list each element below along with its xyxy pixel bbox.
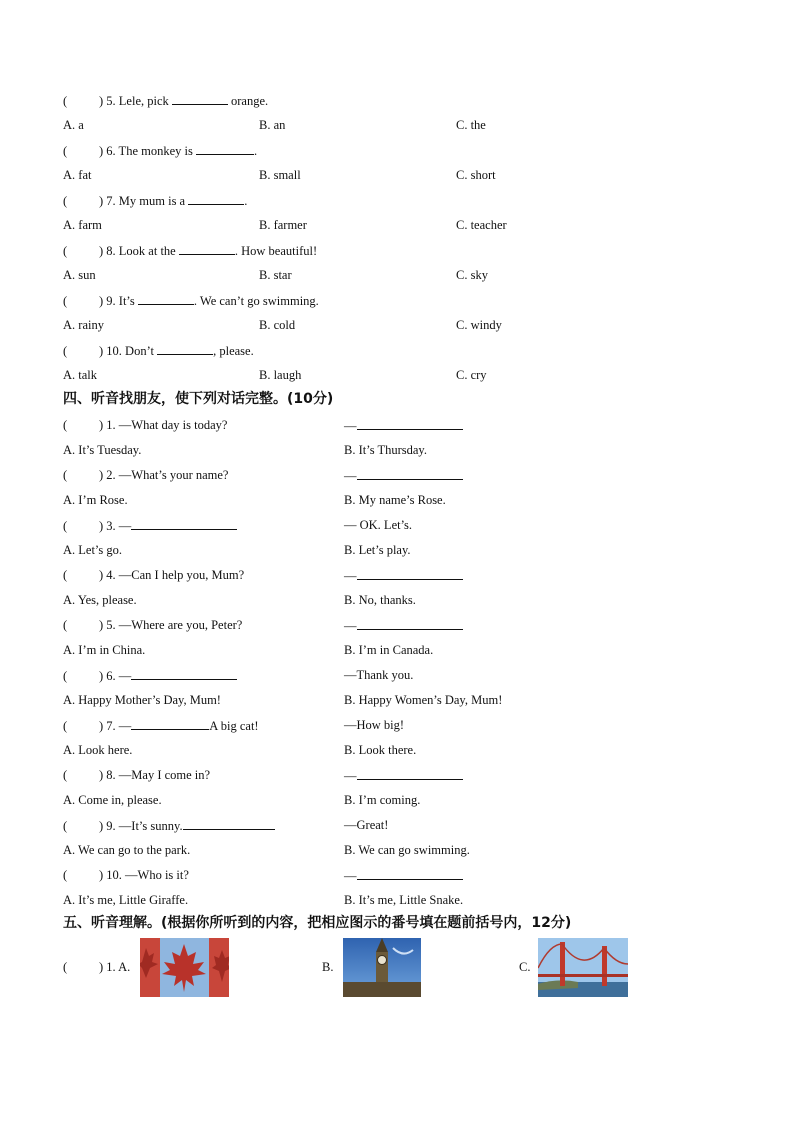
option-a: A. rainy bbox=[63, 318, 104, 332]
question-text: . bbox=[253, 144, 258, 158]
options-row bbox=[63, 366, 763, 384]
response bbox=[344, 616, 463, 635]
option-a: A. sun bbox=[63, 268, 96, 282]
options-row bbox=[63, 691, 763, 709]
response bbox=[344, 716, 404, 734]
response bbox=[344, 516, 412, 534]
options-row bbox=[63, 541, 763, 559]
option-b: B. Look there. bbox=[344, 743, 417, 757]
response-text: — bbox=[344, 569, 357, 583]
option-c: C. cry bbox=[456, 368, 487, 382]
response-text: — bbox=[344, 769, 357, 783]
options-row bbox=[63, 216, 763, 234]
response-blank[interactable] bbox=[357, 466, 463, 480]
question-text: . bbox=[244, 194, 248, 208]
answer-paren[interactable]: ( bbox=[63, 819, 68, 833]
answer-blank[interactable] bbox=[157, 341, 213, 355]
response-text: — bbox=[344, 469, 357, 483]
answer-paren[interactable]: ( bbox=[63, 768, 68, 782]
option-b: B. We can go swimming. bbox=[344, 843, 470, 857]
dialogue-line: ) 2. —What’s your name? bbox=[99, 468, 229, 482]
option-c: C. windy bbox=[456, 318, 502, 332]
dialogue-row bbox=[63, 866, 763, 884]
response-text: —Great! bbox=[344, 818, 389, 832]
dialogue-line: ) 10. —Who is it? bbox=[99, 868, 189, 882]
question-text: ) 6. The monkey is bbox=[99, 144, 196, 158]
dialogue-line: ) 1. —What day is today? bbox=[99, 418, 228, 432]
answer-paren[interactable]: ( bbox=[63, 568, 68, 582]
option-a: A. I’m Rose. bbox=[63, 493, 128, 507]
options-row bbox=[63, 116, 763, 134]
options-row bbox=[63, 491, 763, 509]
question-row bbox=[63, 341, 254, 359]
response-blank[interactable] bbox=[357, 616, 463, 630]
option-a: A. We can go to the park. bbox=[63, 843, 191, 857]
answer-paren[interactable]: ( bbox=[63, 418, 68, 432]
dialogue-line: ) 4. —Can I help you, Mum? bbox=[99, 568, 245, 582]
question-text: ) 10. Don’t bbox=[99, 344, 158, 358]
dialogue-row bbox=[63, 416, 763, 434]
options-row bbox=[63, 316, 763, 334]
question-text: . We can’t go swimming. bbox=[193, 294, 319, 308]
dialogue-row bbox=[63, 566, 763, 584]
option-a: A. talk bbox=[63, 368, 98, 382]
response bbox=[344, 466, 463, 485]
answer-blank[interactable] bbox=[138, 291, 194, 305]
option-c-label: C. bbox=[519, 960, 531, 974]
option-a: A. fat bbox=[63, 168, 92, 182]
dialogue-blank[interactable] bbox=[131, 666, 237, 680]
option-c: C. the bbox=[456, 118, 486, 132]
answer-paren[interactable]: ( bbox=[63, 344, 68, 358]
dialogue-row bbox=[63, 516, 763, 534]
dialogue-row bbox=[63, 716, 763, 734]
question-text: ) 5. Lele, pick bbox=[99, 94, 172, 108]
big-ben-image[interactable] bbox=[343, 938, 421, 997]
question-text: ) 1. A. bbox=[99, 960, 131, 974]
answer-paren[interactable]: ( bbox=[63, 519, 68, 533]
response bbox=[344, 416, 463, 435]
option-a: A. Let’s go. bbox=[63, 543, 123, 557]
option-b: B. cold bbox=[259, 318, 296, 332]
response-blank[interactable] bbox=[357, 766, 463, 780]
question-row bbox=[63, 241, 317, 259]
maple-leaves-image[interactable] bbox=[140, 938, 229, 997]
response-text: —Thank you. bbox=[344, 668, 414, 682]
option-b: B. My name’s Rose. bbox=[344, 493, 446, 507]
question-text: ) 9. It’s bbox=[99, 294, 138, 308]
question-text: ) 7. My mum is a bbox=[99, 194, 189, 208]
dialogue-line: ) 5. —Where are you, Peter? bbox=[99, 618, 243, 632]
response-blank[interactable] bbox=[357, 416, 463, 430]
response-text: — OK. Let’s. bbox=[344, 518, 413, 532]
options-row bbox=[63, 791, 763, 809]
dialogue-blank[interactable] bbox=[183, 816, 275, 830]
question-row bbox=[63, 91, 268, 109]
answer-blank[interactable] bbox=[172, 91, 228, 105]
options-row bbox=[63, 891, 763, 909]
answer-blank[interactable] bbox=[188, 191, 244, 205]
response-text: —How big! bbox=[344, 718, 405, 732]
dialogue-line: ) 9. —It’s sunny. bbox=[99, 819, 183, 833]
option-b: B. No, thanks. bbox=[344, 593, 416, 607]
options-row bbox=[63, 591, 763, 609]
option-a: A. Come in, please. bbox=[63, 793, 162, 807]
answer-blank[interactable] bbox=[196, 141, 254, 155]
response bbox=[344, 766, 463, 785]
options-row bbox=[63, 841, 763, 859]
answer-paren[interactable]: ( bbox=[63, 618, 68, 632]
question-text: ) 8. Look at the bbox=[99, 244, 179, 258]
dialogue-blank[interactable] bbox=[131, 516, 237, 530]
answer-paren[interactable]: ( bbox=[63, 719, 68, 733]
option-c: C. short bbox=[456, 168, 496, 182]
answer-paren[interactable]: ( bbox=[63, 94, 68, 108]
response bbox=[344, 566, 463, 585]
option-a: A. Happy Mother’s Day, Mum! bbox=[63, 693, 221, 707]
answer-paren[interactable]: ( bbox=[63, 194, 68, 208]
answer-paren[interactable]: ( bbox=[63, 669, 68, 683]
options-row bbox=[63, 166, 763, 184]
option-b: B. laugh bbox=[259, 368, 302, 382]
section-heading: 四、听音找朋友，使下列对话完整。(10分) bbox=[63, 391, 334, 407]
option-b: B. an bbox=[259, 118, 286, 132]
question-text: . How beautiful! bbox=[234, 244, 318, 258]
answer-paren[interactable]: ( bbox=[63, 144, 68, 158]
answer-paren[interactable]: ( bbox=[63, 294, 68, 308]
dialogue-line: A big cat! bbox=[209, 719, 259, 733]
question-row bbox=[63, 291, 319, 309]
dialogue-row bbox=[63, 766, 763, 784]
dialogue-blank[interactable] bbox=[131, 716, 209, 730]
answer-paren[interactable]: ( bbox=[63, 468, 68, 482]
option-b: B. It’s Thursday. bbox=[344, 443, 427, 457]
answer-paren[interactable]: ( bbox=[63, 960, 68, 974]
option-a: A. It’s me, Little Giraffe. bbox=[63, 893, 189, 907]
option-b-label: B. bbox=[322, 960, 334, 974]
answer-paren[interactable]: ( bbox=[63, 244, 68, 258]
response-text: — bbox=[344, 869, 357, 883]
dialogue-row bbox=[63, 816, 763, 834]
option-a: A. It’s Tuesday. bbox=[63, 443, 142, 457]
golden-gate-bridge-image[interactable] bbox=[538, 938, 628, 997]
options-row bbox=[63, 266, 763, 284]
dialogue-line: ) 3. — bbox=[99, 519, 132, 533]
question-row bbox=[63, 191, 247, 209]
option-b: B. Let’s play. bbox=[344, 543, 411, 557]
option-c: C. sky bbox=[456, 268, 488, 282]
response-blank[interactable] bbox=[357, 866, 463, 880]
options-row bbox=[63, 741, 763, 759]
option-a: A. a bbox=[63, 118, 84, 132]
option-b: B. It’s me, Little Snake. bbox=[344, 893, 464, 907]
options-row bbox=[63, 441, 763, 459]
dialogue-row bbox=[63, 466, 763, 484]
question-text: , please. bbox=[213, 344, 254, 358]
dialogue-row bbox=[63, 616, 763, 634]
option-b: B. I’m in Canada. bbox=[344, 643, 434, 657]
option-b: B. farmer bbox=[259, 218, 307, 232]
option-a: A. Yes, please. bbox=[63, 593, 137, 607]
response-text: — bbox=[344, 419, 357, 433]
response-blank[interactable] bbox=[357, 566, 463, 580]
option-b: B. star bbox=[259, 268, 292, 282]
dialogue-line: ) 7. — bbox=[99, 719, 132, 733]
response bbox=[344, 866, 463, 885]
dialogue-line: ) 6. — bbox=[99, 669, 132, 683]
answer-paren[interactable]: ( bbox=[63, 868, 68, 882]
option-b: B. small bbox=[259, 168, 301, 182]
option-c: C. teacher bbox=[456, 218, 507, 232]
answer-blank[interactable] bbox=[179, 241, 235, 255]
option-a: A. Look here. bbox=[63, 743, 133, 757]
option-a: A. I’m in China. bbox=[63, 643, 146, 657]
response bbox=[344, 666, 413, 684]
options-row bbox=[63, 641, 763, 659]
question-row bbox=[63, 141, 257, 159]
option-a: A. farm bbox=[63, 218, 102, 232]
option-b: B. Happy Women’s Day, Mum! bbox=[344, 693, 503, 707]
option-b: B. I’m coming. bbox=[344, 793, 421, 807]
section-heading: 五、听音理解。(根据你所听到的内容，把相应图示的番号填在题前括号内，12分) bbox=[63, 915, 572, 931]
dialogue-line: ) 8. —May I come in? bbox=[99, 768, 211, 782]
response-text: — bbox=[344, 619, 357, 633]
response bbox=[344, 816, 388, 834]
dialogue-row bbox=[63, 666, 763, 684]
question-text: orange. bbox=[227, 94, 269, 108]
